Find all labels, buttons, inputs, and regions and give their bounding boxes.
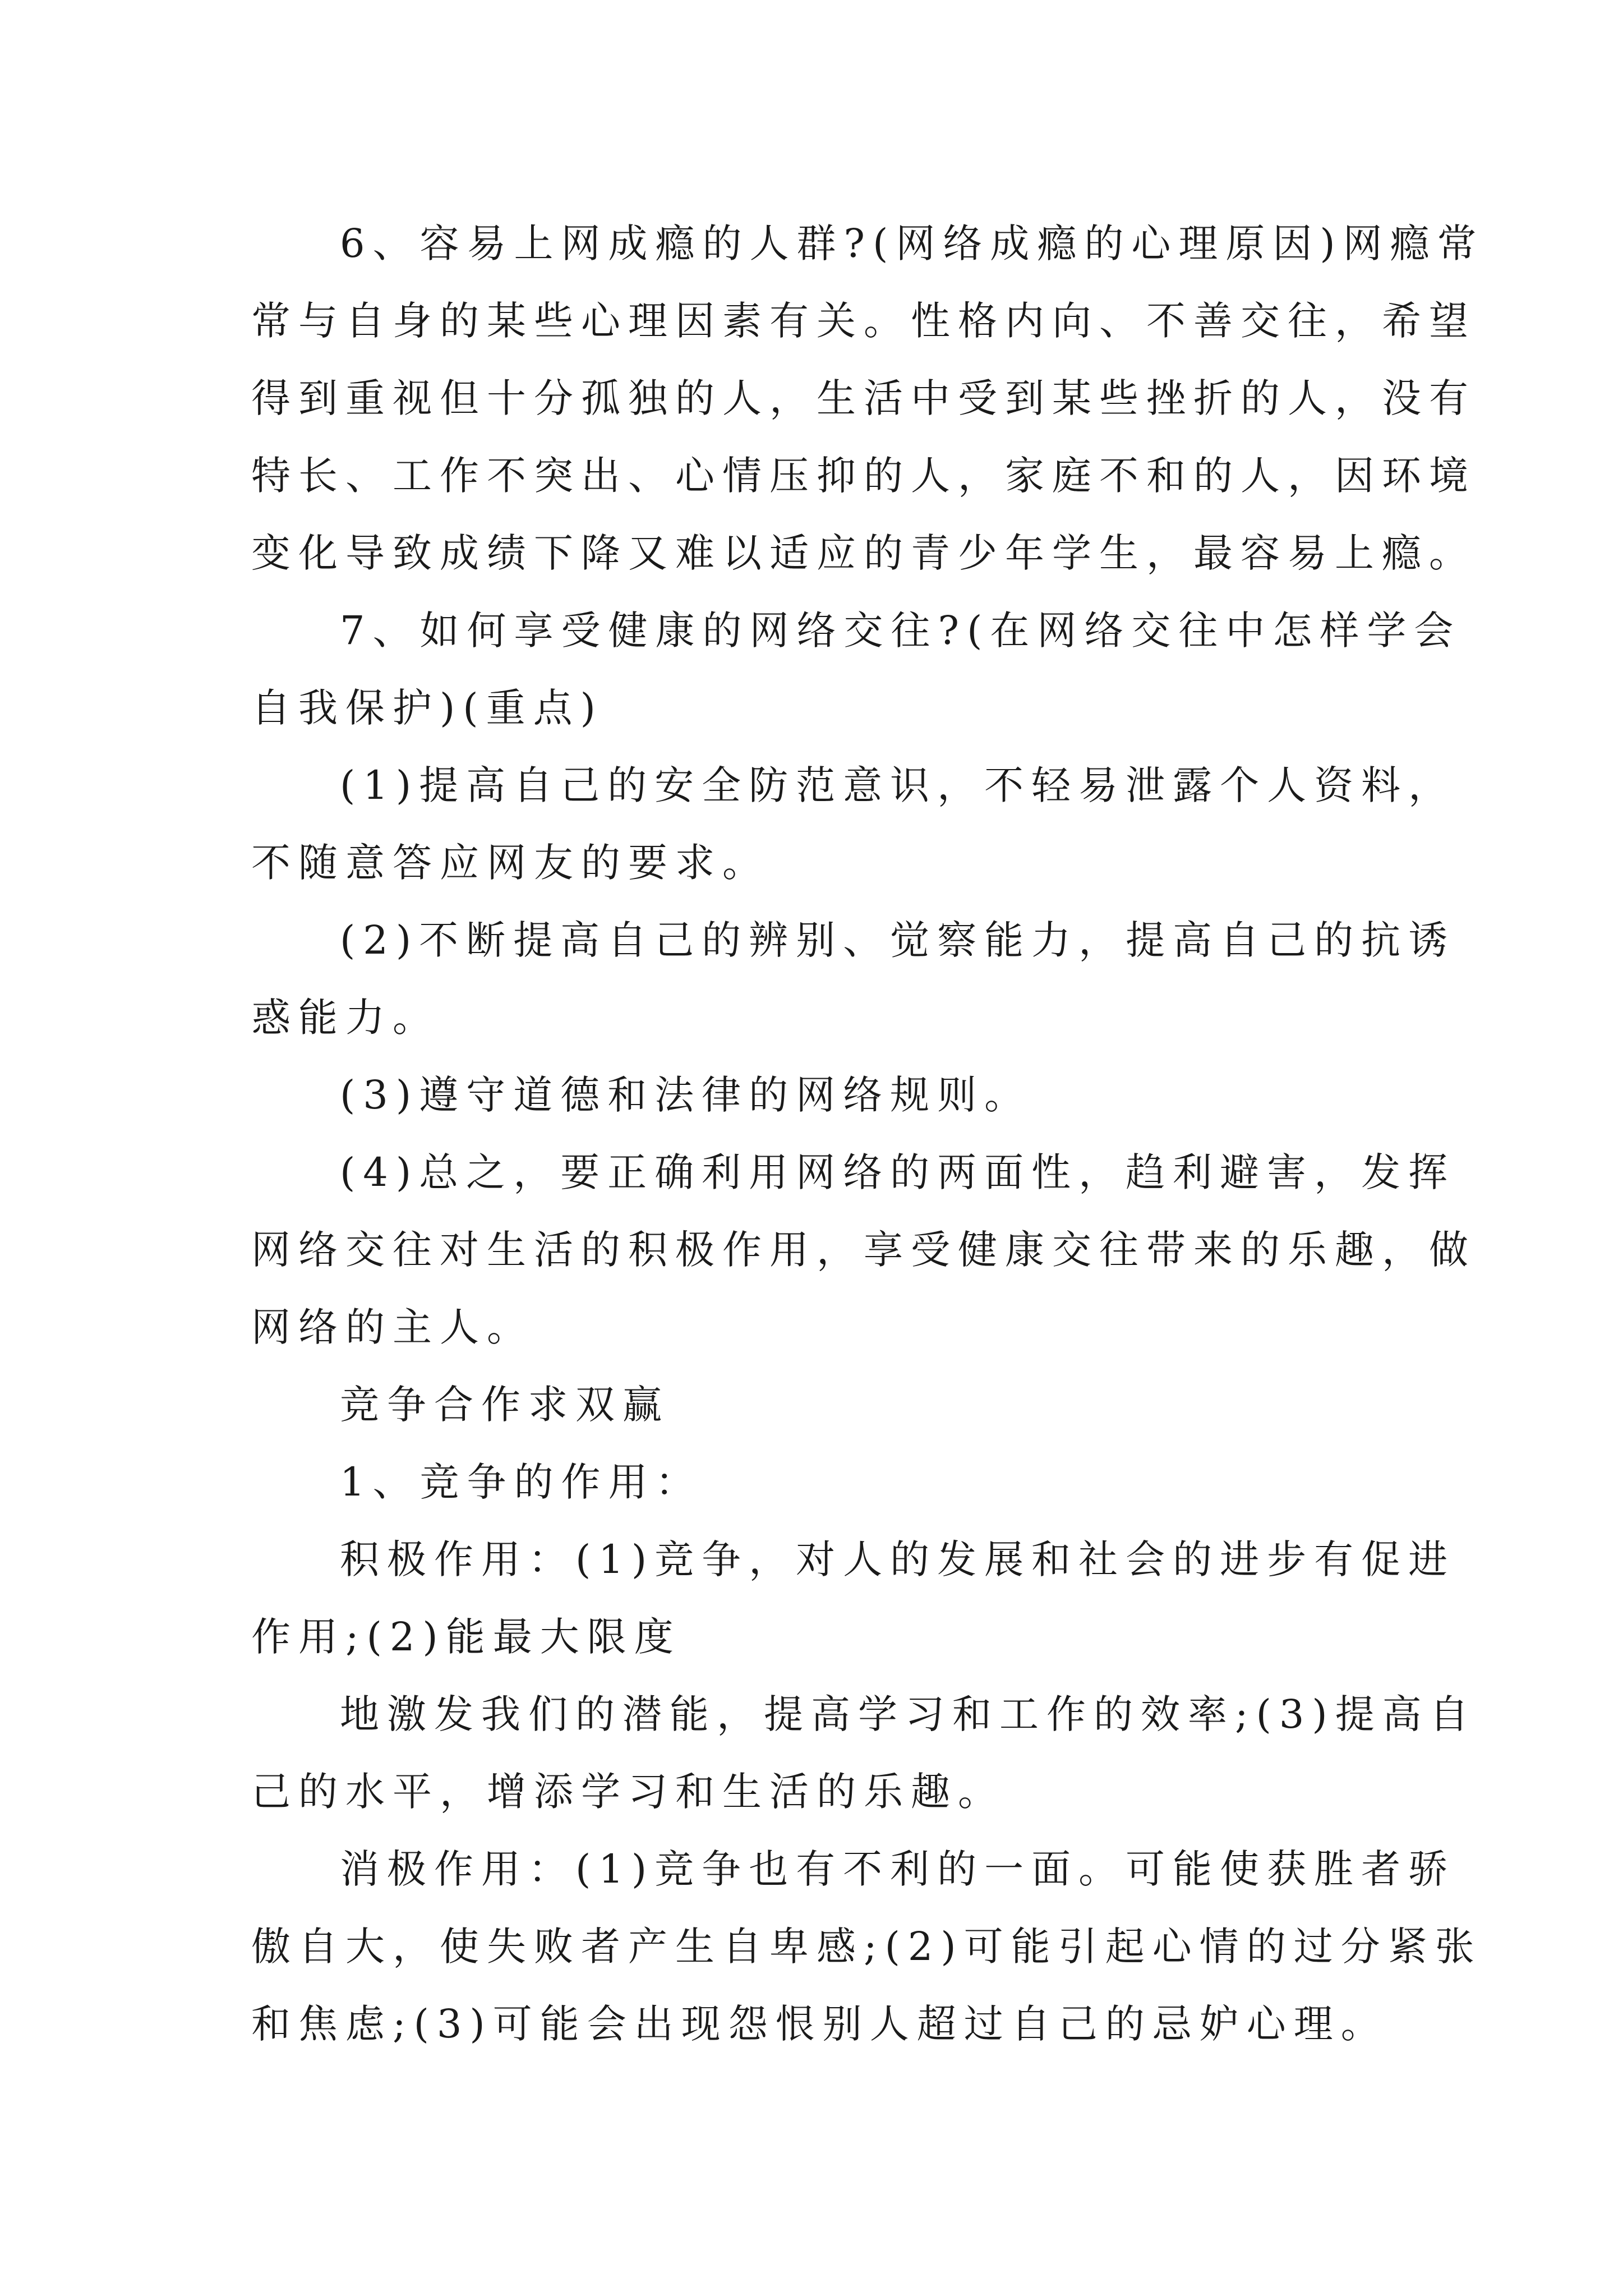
- paragraph: [251, 901, 1456, 1056]
- paragraph: [251, 205, 1484, 592]
- text-line: 惑能力。: [251, 995, 440, 1041]
- text-line: 竞争合作求双赢: [340, 1382, 670, 1428]
- document-body: [251, 205, 1484, 2063]
- text-line: 自我保护)(重点): [251, 685, 603, 731]
- text-line: 作用;(2)能最大限度: [251, 1614, 681, 1660]
- paragraph: [251, 1830, 1482, 2063]
- text-line: 常与自身的某些心理因素有关。性格内向、不善交往，希望: [251, 298, 1476, 344]
- paragraph: [251, 592, 1461, 747]
- paragraph: [251, 1134, 1476, 1366]
- text-line: 网络交往对生活的积极作用，享受健康交往带来的乐趣，做: [251, 1227, 1476, 1273]
- paragraph: [251, 1443, 1390, 1521]
- text-line: 得到重视但十分孤独的人，生活中受到某些挫折的人，没有: [251, 375, 1476, 421]
- paragraph: [251, 747, 1456, 901]
- text-line: 7、如何享受健康的网络交往?(在网络交往中怎样学会: [340, 608, 1461, 654]
- text-line: 不随意答应网友的要求。: [251, 840, 769, 886]
- text-line: (3)遵守道德和法律的网络规则。: [340, 1072, 1032, 1118]
- text-line: (4)总之，要正确利用网络的两面性，趋利避害，发挥: [340, 1149, 1456, 1195]
- text-line: (1)提高自己的安全防范意识，不轻易泄露个人资料，: [340, 762, 1456, 808]
- paragraph: [251, 1366, 1390, 1443]
- text-line: 和焦虑;(3)可能会出现怨恨别人超过自己的忌妒心理。: [251, 2001, 1388, 2047]
- paragraph: [251, 1676, 1477, 1830]
- text-line: (2)不断提高自己的辨别、觉察能力，提高自己的抗诱: [340, 917, 1456, 963]
- text-line: 积极作用：(1)竞争，对人的发展和社会的进步有促进: [340, 1536, 1456, 1582]
- text-line: 特长、工作不突出、心情压抑的人，家庭不和的人，因环境: [251, 453, 1476, 499]
- paragraph: [251, 1056, 1390, 1134]
- paragraph: [251, 1521, 1456, 1676]
- text-line: 网络的主人。: [251, 1304, 534, 1350]
- text-line: 6、容易上网成瘾的人群?(网络成瘾的心理原因)网瘾常: [340, 220, 1484, 266]
- text-line: 地激发我们的潜能，提高学习和工作的效率;(3)提高自: [340, 1691, 1477, 1737]
- text-line: 消极作用：(1)竞争也有不利的一面。可能使获胜者骄: [340, 1846, 1456, 1892]
- text-line: 变化导致成绩下降又难以适应的青少年学生，最容易上瘾。: [251, 530, 1476, 576]
- text-line: 己的水平，增添学习和生活的乐趣。: [251, 1769, 1005, 1815]
- text-line: 1、竞争的作用：: [340, 1459, 703, 1505]
- text-line: 傲自大，使失败者产生自卑感;(2)可能引起心情的过分紧张: [251, 1924, 1482, 1970]
